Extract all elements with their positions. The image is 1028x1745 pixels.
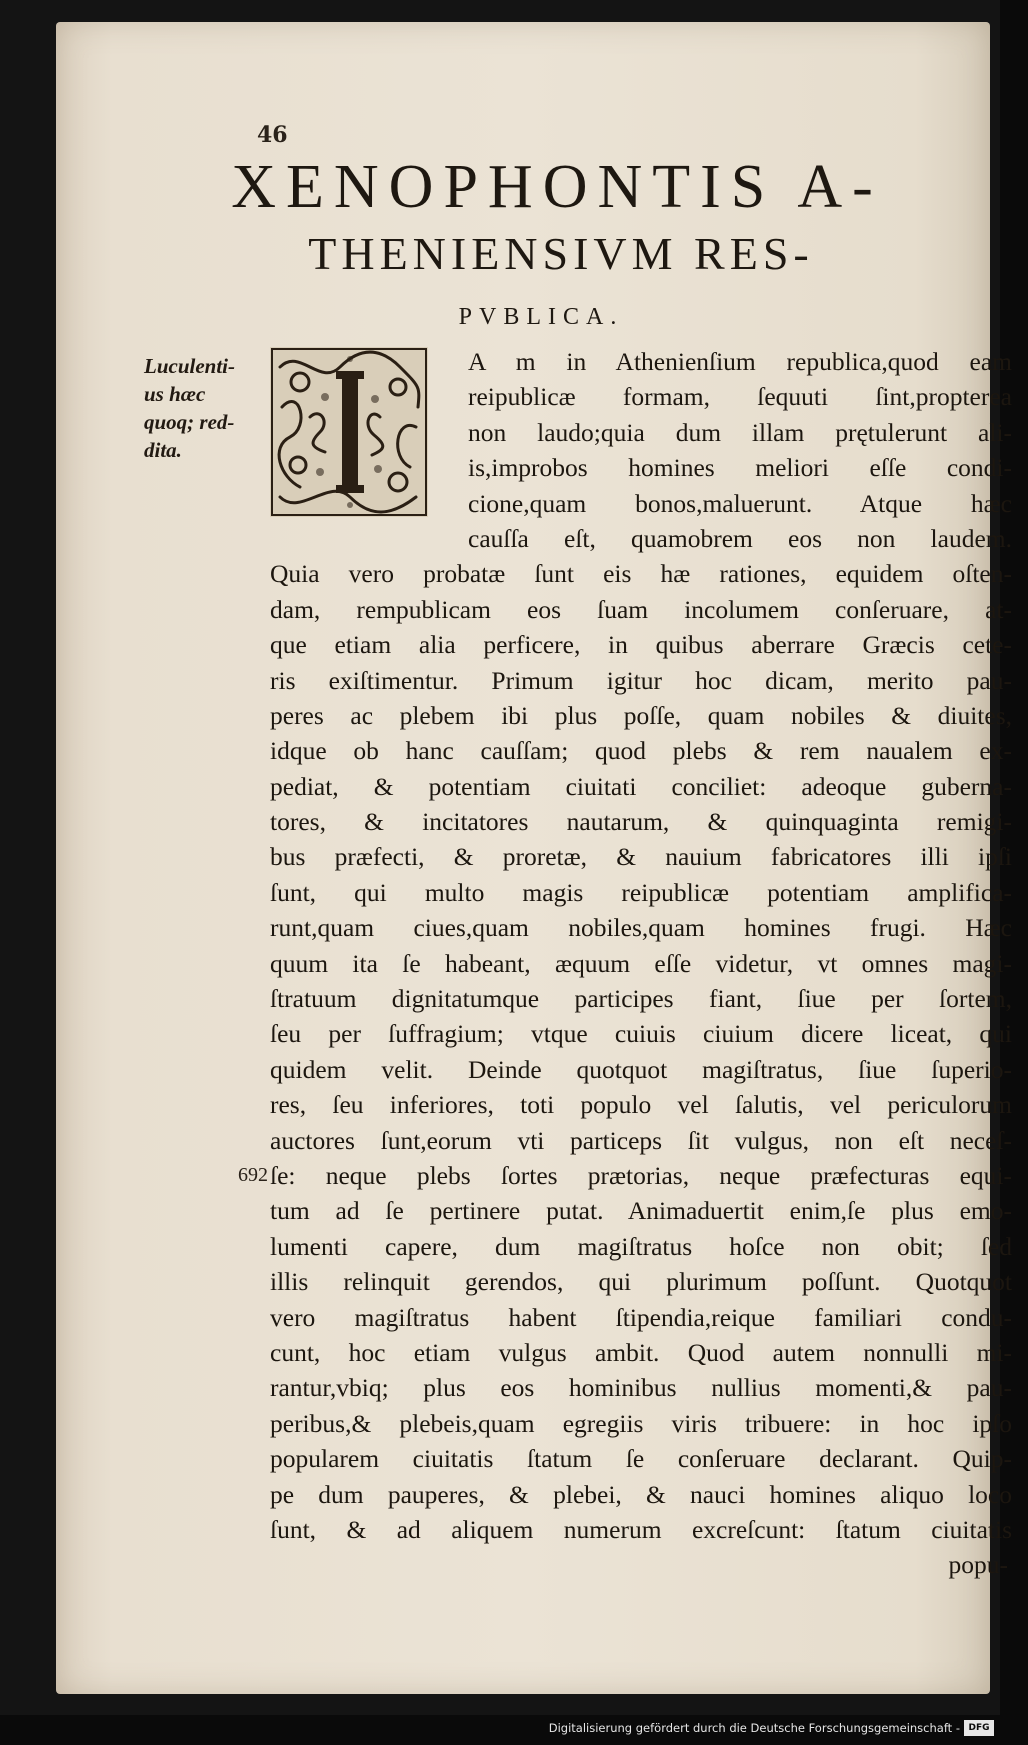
marginal-note-line: quoq; red- — [144, 410, 235, 434]
text-line: reipublicæ formam, ſequuti ſint,propterea — [468, 382, 1012, 412]
text-line: ris exiſtimentur. Primum igitur hoc dicam, merito pau- — [270, 665, 1012, 695]
text-line: is,improbos homines meliori eſſe condi- — [468, 453, 1012, 483]
margin-number: 692 — [238, 1164, 268, 1186]
text-line: tores, & incitatores nautarum, & quinquaginta remigi- — [270, 807, 1012, 837]
text-line: idque ob hanc cauſſam; quod plebs & rem naualem ex- — [270, 736, 1012, 766]
dfg-logo-icon: DFG — [964, 1720, 994, 1736]
text-line: quum ita ſe habeant, æquum eſſe videtur, vt omnes magi- — [270, 948, 1012, 978]
catchword: popu- — [948, 1550, 1008, 1580]
text-line: pediat, & potentiam ciuitati conciliet: adeoque guberna- — [270, 771, 1012, 801]
text-line: auctores ſunt,eorum vti particeps ſit vulgus, non eſt neceſ- — [270, 1125, 1012, 1155]
text-line: quidem velit. Deinde quotquot magiſtratus, ſiue ſuperio- — [270, 1054, 1012, 1084]
text-line: ſunt, qui multo magis reipublicæ potentiam amplifica- — [270, 877, 1012, 907]
text-line: peribus,& plebeis,quam egregiis viris tribuere: in hoc ipſo — [270, 1408, 1012, 1438]
text-line: dam, rempublicam eos ſuam incolumem conſeruare, at- — [270, 594, 1012, 624]
title-line-1: XENOPHONTIS A- — [231, 153, 883, 221]
text-line: cione,quam bonos,maluerunt. Atque hæc — [468, 488, 1012, 518]
text-line: vero magiſtratus habent ſtipendia,reique familiari condu- — [270, 1302, 1012, 1332]
text-line: illis relinquit gerendos, qui plurimum poſſunt. Quotquot — [270, 1267, 1012, 1297]
text-line: ſtratuum dignitatumque participes fiant, ſiue per ſortem, — [270, 984, 1012, 1014]
text-line: ſunt, & ad aliquem numerum excreſcunt: ſtatum ciuitatis — [270, 1514, 1012, 1544]
title-line-2: THENIENSIVM RES- — [308, 228, 814, 279]
text-line: cunt, hoc etiam vulgus ambit. Quod autem nonnulli mi- — [270, 1337, 1012, 1367]
text-line: bus præfecti, & proretæ, & nauium fabricatores illi ipſi — [270, 842, 1012, 872]
text-line: lumenti capere, dum magiſtratus hoſce non obit; ſed — [270, 1231, 1012, 1261]
text-line: que etiam alia perficere, in quibus aberrare Græcis cete- — [270, 630, 1012, 660]
footer-text: Digitalisierung gefördert durch die Deutsche Forschungsgemeinschaft - — [548, 1721, 960, 1735]
marginal-note-line: us hæc — [144, 382, 206, 406]
text-line: popularem ciuitatis ſtatum ſe conſeruare declarant. Quip- — [270, 1444, 1012, 1474]
text-line: rantur,vbiq; plus eos hominibus nullius momenti,& pau- — [270, 1373, 1012, 1403]
text-line: cauſſa eſt, quamobrem eos non laudem. — [468, 523, 1012, 553]
title-line-3: PVBLICA. — [458, 304, 624, 330]
text-line: Quia vero probatæ ſunt eis hæ rationes, equidem oſten- — [270, 559, 1012, 589]
text-line: A m in Athenienſium republica,quod eam — [468, 347, 1012, 376]
text-line: pe dum pauperes, & plebei, & nauci homines aliquo loco — [270, 1479, 1012, 1509]
body-text — [270, 344, 1012, 1583]
text-line: tum ad ſe pertinere putat. Animaduertit enim,ſe plus emo- — [270, 1196, 1012, 1226]
text-line: non laudo;quia dum illam prętulerunt ali- — [468, 417, 1012, 447]
text-line: runt,quam ciues,quam nobiles,quam homines frugi. Hæc — [270, 913, 1012, 943]
text-line: peres ac plebem ibi plus poſſe, quam nobiles & diuites, — [270, 700, 1012, 730]
text-line: ſe: neque plebs ſortes prætorias, neque præfecturas equi- — [270, 1160, 1012, 1190]
marginal-note — [144, 352, 254, 464]
marginal-note-line: dita. — [144, 438, 182, 462]
text-line: res, ſeu inferiores, toti populo vel ſalutis, vel periculorum — [270, 1090, 1012, 1120]
digitization-footer — [0, 1715, 1000, 1745]
marginal-note-line: Luculenti- — [144, 354, 236, 378]
text-line: ſeu per ſuffragium; vtque cuiuis ciuium dicere liceat, qui — [270, 1019, 1012, 1049]
page-number: 46 — [257, 122, 288, 148]
book-page — [56, 22, 1012, 1694]
